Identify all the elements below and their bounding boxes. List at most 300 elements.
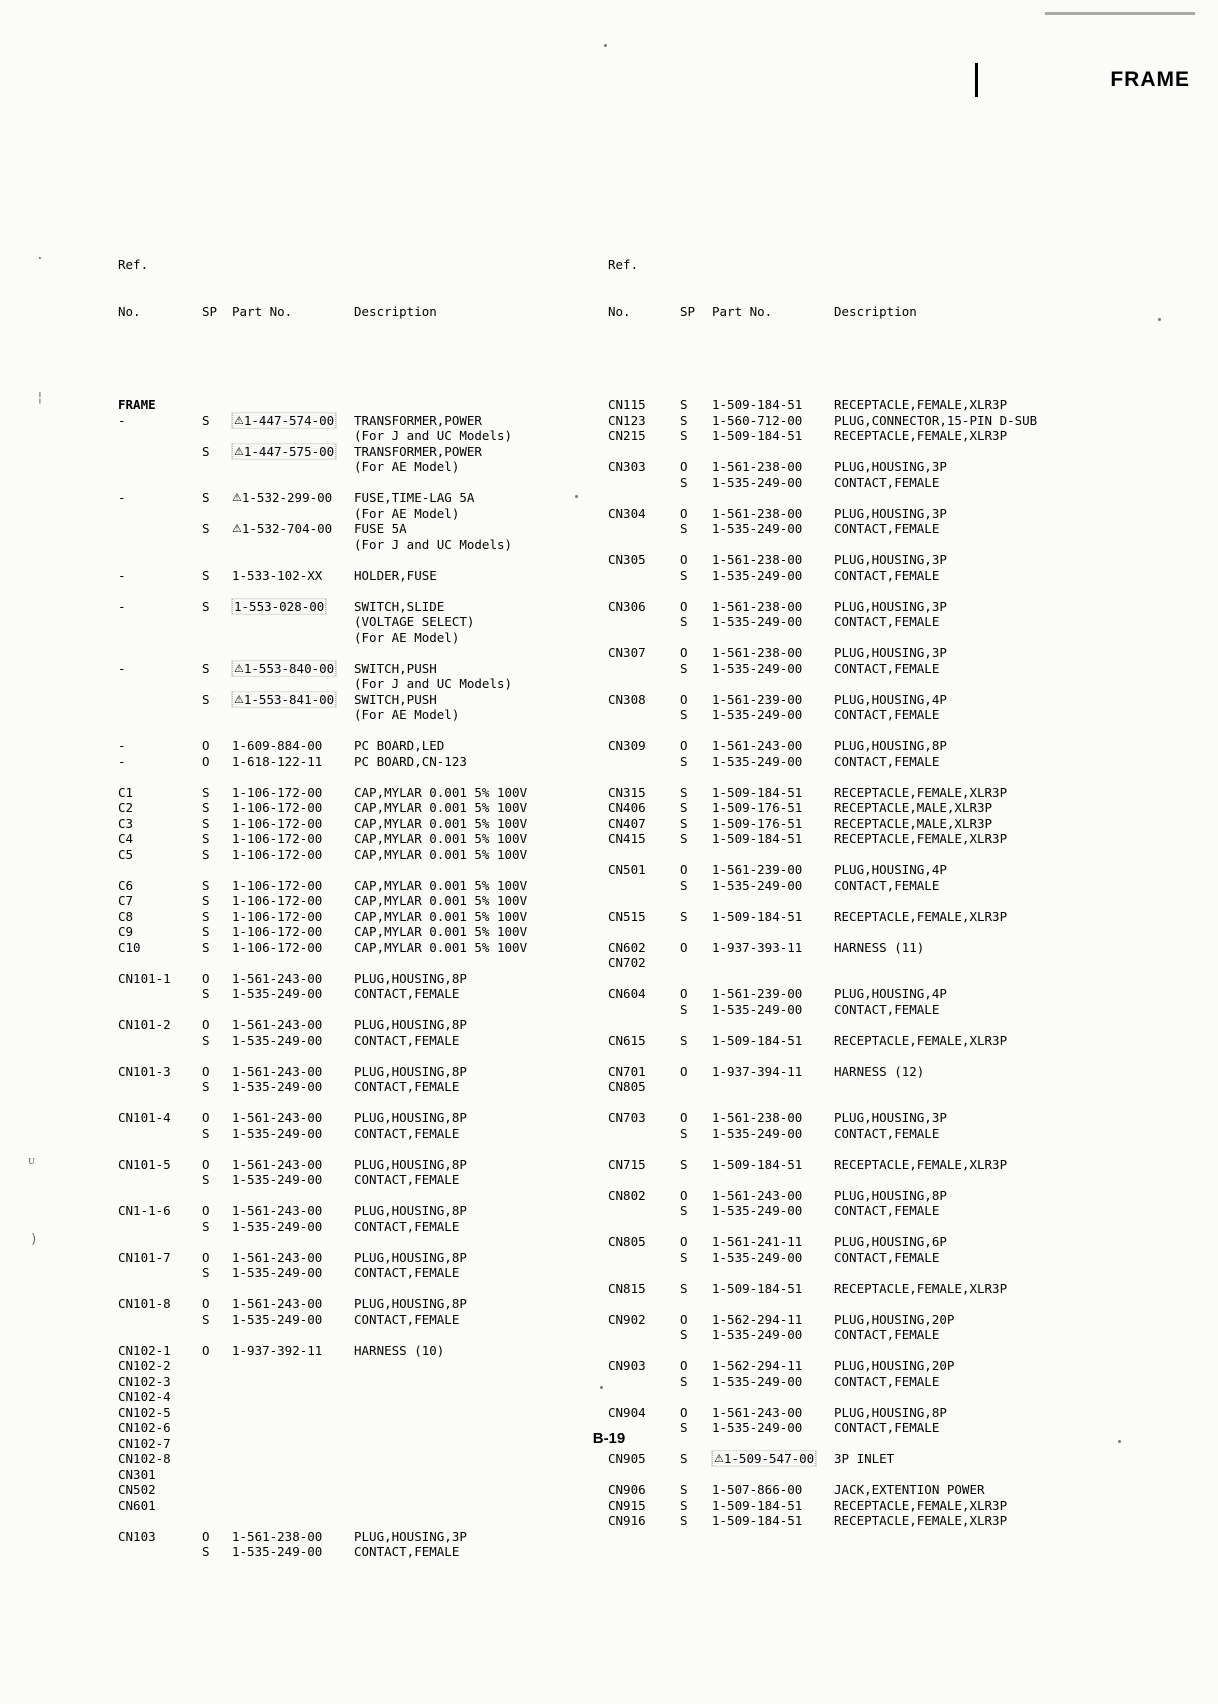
table-row bbox=[608, 413, 1037, 429]
cell-description: CONTACT,FEMALE bbox=[834, 474, 940, 490]
cell-description: CONTACT,FEMALE bbox=[354, 1125, 460, 1141]
cell-ref-no: CN515 bbox=[608, 908, 646, 924]
table-row bbox=[118, 1064, 527, 1080]
cell-ref-no: CN502 bbox=[118, 1482, 156, 1497]
cell-description: CONTACT,FEMALE bbox=[354, 1172, 460, 1187]
cell-sp: S bbox=[202, 877, 210, 893]
cell-sp: S bbox=[680, 567, 688, 583]
cell-part-no: 1-106-172-00 bbox=[232, 831, 323, 846]
cell-part-no: 1-509-184-51 bbox=[712, 1513, 803, 1528]
cell-description: TRANSFORMER,POWER bbox=[354, 412, 482, 428]
cell-sp: O bbox=[680, 552, 688, 567]
cell-sp: S bbox=[680, 1482, 688, 1497]
cell-part-no: 1-937-393-11 bbox=[712, 939, 803, 955]
cell-description: PLUG,HOUSING,8P bbox=[354, 1110, 467, 1125]
cell-description: PC BOARD,LED bbox=[354, 738, 445, 753]
cell-sp: S bbox=[680, 877, 688, 893]
cell-sp: S bbox=[202, 412, 210, 428]
table-row bbox=[608, 1126, 1037, 1142]
table-row bbox=[118, 1389, 527, 1405]
table-row bbox=[608, 645, 1037, 661]
cell-sp: O bbox=[680, 1234, 688, 1249]
cell-description: CONTACT,FEMALE bbox=[354, 1311, 460, 1327]
cell-description: HOLDER,FUSE bbox=[354, 567, 437, 583]
row-spacer bbox=[608, 1017, 1037, 1033]
cell-description: PLUG,HOUSING,8P bbox=[834, 1187, 947, 1203]
header-description: Description bbox=[834, 303, 917, 319]
cell-ref-no: CN904 bbox=[608, 1404, 646, 1420]
cell-description: PLUG,HOUSING,20P bbox=[834, 1358, 955, 1373]
cell-sp: O bbox=[680, 862, 688, 877]
table-row bbox=[118, 661, 527, 677]
table-row bbox=[608, 754, 1037, 770]
cell-description: RECEPTACLE,FEMALE,XLR3P bbox=[834, 1513, 1008, 1528]
cell-description: PLUG,HOUSING,8P bbox=[354, 1203, 467, 1218]
row-spacer bbox=[118, 862, 527, 878]
cell-description: SWITCH,PUSH bbox=[354, 660, 437, 676]
table-row bbox=[118, 909, 527, 925]
table-row bbox=[608, 1250, 1037, 1266]
table-row bbox=[118, 599, 527, 615]
cell-description: PLUG,HOUSING,8P bbox=[354, 1296, 467, 1311]
cell-sp: O bbox=[680, 1404, 688, 1420]
header-ref-line1: Ref. bbox=[608, 257, 639, 272]
table-row bbox=[608, 1203, 1037, 1219]
cell-description: PLUG,HOUSING,8P bbox=[834, 1404, 947, 1420]
cell-description: RECEPTACLE,FEMALE,XLR3P bbox=[834, 397, 1008, 412]
warning-triangle-icon: ⚠ bbox=[234, 413, 244, 427]
table-row bbox=[118, 1079, 527, 1095]
cell-ref-no: CN102-2 bbox=[118, 1358, 171, 1373]
cell-ref-no: CN815 bbox=[608, 1280, 646, 1296]
cell-part-no: 1-509-184-51 bbox=[712, 397, 803, 412]
cell-sp: S bbox=[202, 1311, 210, 1327]
cell-description: CONTACT,FEMALE bbox=[834, 1125, 940, 1141]
table-row bbox=[608, 1405, 1037, 1421]
cell-description: CONTACT,FEMALE bbox=[834, 1249, 940, 1265]
table-row bbox=[118, 831, 527, 847]
cell-description: HARNESS (11) bbox=[834, 939, 925, 955]
cell-part-no: 1-535-249-00 bbox=[712, 1249, 803, 1265]
cell-part-no: 1-535-249-00 bbox=[232, 1125, 323, 1141]
cell-sp: S bbox=[680, 1451, 688, 1466]
cell-description: CONTACT,FEMALE bbox=[834, 614, 940, 629]
table-row bbox=[118, 1343, 527, 1359]
cell-part-no bbox=[232, 444, 354, 461]
cell-sp: O bbox=[680, 598, 688, 614]
cell-description: PLUG,HOUSING,8P bbox=[354, 1156, 467, 1172]
cell-ref-no: CN715 bbox=[608, 1156, 646, 1172]
table-row bbox=[118, 1405, 527, 1421]
cell-sp: O bbox=[680, 986, 688, 1001]
part-no-text: 1-532-704-00 bbox=[241, 521, 333, 536]
cell-description: (For J and UC Models) bbox=[354, 428, 513, 443]
parts-table-left bbox=[118, 195, 527, 1591]
row-spacer bbox=[608, 1141, 1037, 1157]
cell-description: PLUG,HOUSING,8P bbox=[354, 970, 467, 986]
row-spacer bbox=[118, 475, 527, 491]
cell-part-no: 1-561-243-00 bbox=[712, 738, 803, 753]
row-spacer bbox=[608, 723, 1037, 739]
cell-part-no: 1-561-239-00 bbox=[712, 862, 803, 877]
scan-speck bbox=[575, 495, 578, 498]
part-no-text: 1-553-841-00 bbox=[243, 691, 335, 707]
cell-part-no: 1-535-249-00 bbox=[712, 1327, 803, 1342]
table-row bbox=[118, 1482, 527, 1498]
warning-triangle-icon: ⚠ bbox=[234, 444, 244, 458]
cell-description: CONTACT,FEMALE bbox=[354, 1265, 460, 1280]
row-spacer bbox=[608, 1296, 1037, 1312]
cell-ref-no: CN702 bbox=[608, 955, 646, 970]
part-no-text: 1-447-575-00 bbox=[243, 443, 335, 459]
cell-description: RECEPTACLE,FEMALE,XLR3P bbox=[834, 908, 1008, 924]
row-spacer bbox=[608, 583, 1037, 599]
cell-sp: O bbox=[202, 753, 210, 769]
cell-part-no: 1-535-249-00 bbox=[712, 877, 803, 893]
table-row bbox=[608, 909, 1037, 925]
cell-ref-no: - bbox=[118, 412, 126, 428]
table-row bbox=[118, 506, 527, 522]
table-row bbox=[118, 1265, 527, 1281]
cell-description: FUSE,TIME-LAG 5A bbox=[354, 490, 475, 505]
table-row bbox=[118, 1033, 527, 1049]
row-spacer bbox=[608, 630, 1037, 646]
warning-triangle-icon: ⚠ bbox=[232, 491, 242, 504]
cell-ref-no: CN303 bbox=[608, 459, 646, 474]
cell-sp: S bbox=[680, 831, 688, 846]
safety-part bbox=[232, 490, 332, 505]
warning-triangle-icon: ⚠ bbox=[234, 661, 244, 675]
row-spacer bbox=[118, 1095, 527, 1111]
cell-part-no: 1-106-172-00 bbox=[232, 877, 323, 893]
cell-part-no: 1-106-172-00 bbox=[232, 908, 323, 924]
table-row bbox=[118, 537, 527, 553]
cell-part-no: 1-561-241-11 bbox=[712, 1234, 803, 1249]
row-spacer bbox=[118, 1281, 527, 1297]
cell-description: (For AE Model) bbox=[354, 505, 460, 521]
cell-ref-no: CN102-5 bbox=[118, 1404, 171, 1420]
cell-sp: S bbox=[202, 1218, 210, 1234]
table-row bbox=[608, 1188, 1037, 1204]
cell-ref-no: CN101-3 bbox=[118, 1063, 171, 1079]
column-headers-right bbox=[608, 226, 1037, 350]
cell-sp: O bbox=[680, 459, 688, 474]
cell-ref-no: CN101-7 bbox=[118, 1249, 171, 1265]
cell-sp: O bbox=[680, 691, 688, 707]
cell-ref-no: CN415 bbox=[608, 831, 646, 846]
row-spacer bbox=[608, 1389, 1037, 1405]
cell-part-no: 1-937-392-11 bbox=[232, 1342, 323, 1358]
cell-sp: S bbox=[202, 1125, 210, 1141]
cell-ref-no: CN407 bbox=[608, 815, 646, 831]
cell-description: PLUG,HOUSING,4P bbox=[834, 862, 947, 877]
table-row bbox=[608, 692, 1037, 708]
cell-part-no: 1-507-866-00 bbox=[712, 1482, 803, 1497]
cell-ref-no: C7 bbox=[118, 893, 134, 908]
cell-part-no: 1-535-249-00 bbox=[232, 1311, 323, 1327]
cell-part-no: 1-509-184-51 bbox=[712, 1497, 803, 1513]
table-row bbox=[118, 707, 527, 723]
cell-ref-no: CN301 bbox=[118, 1466, 156, 1482]
table-row bbox=[118, 847, 527, 863]
row-spacer bbox=[608, 1265, 1037, 1281]
row-spacer bbox=[118, 1234, 527, 1250]
cell-description: RECEPTACLE,MALE,XLR3P bbox=[834, 815, 993, 831]
cell-ref-no: C6 bbox=[118, 877, 134, 893]
table-row bbox=[118, 1467, 527, 1483]
row-spacer bbox=[608, 537, 1037, 553]
row-spacer bbox=[608, 1095, 1037, 1111]
row-spacer bbox=[118, 1002, 527, 1018]
cell-sp: S bbox=[680, 1513, 688, 1528]
table-row bbox=[118, 1157, 527, 1173]
cell-ref-no: CN308 bbox=[608, 691, 646, 707]
table-row bbox=[118, 676, 527, 692]
row-spacer bbox=[608, 490, 1037, 506]
cell-part-no: 1-106-172-00 bbox=[232, 893, 323, 908]
table-row bbox=[608, 1064, 1037, 1080]
cell-sp: S bbox=[680, 428, 688, 443]
table-row bbox=[608, 940, 1037, 956]
cell-ref-no: - bbox=[118, 598, 126, 614]
cell-sp: O bbox=[680, 1110, 688, 1125]
cell-sp: S bbox=[680, 1156, 688, 1172]
cell-sp: S bbox=[680, 1373, 688, 1389]
table-row bbox=[118, 568, 527, 584]
cell-part-no: 1-535-249-00 bbox=[232, 986, 323, 1001]
row-spacer bbox=[118, 1188, 527, 1204]
cell-sp: S bbox=[202, 815, 210, 831]
cell-description: CONTACT,FEMALE bbox=[834, 1420, 940, 1435]
cell-sp: S bbox=[202, 567, 210, 583]
cell-ref-no: CN615 bbox=[608, 1032, 646, 1048]
cell-description: CAP,MYLAR 0.001 5% 100V bbox=[354, 831, 528, 846]
part-no-text: 1-553-840-00 bbox=[243, 660, 335, 676]
cell-sp: O bbox=[202, 1203, 210, 1218]
margin-mark: . bbox=[36, 248, 44, 263]
cell-part-no: 1-106-172-00 bbox=[232, 846, 323, 862]
table-row bbox=[118, 521, 527, 537]
cell-part-no: 1-560-712-00 bbox=[712, 412, 803, 428]
table-row bbox=[118, 1250, 527, 1266]
cell-part-no: 1-535-249-00 bbox=[712, 707, 803, 722]
table-row bbox=[118, 924, 527, 940]
cell-ref-no: CN307 bbox=[608, 645, 646, 660]
table-row bbox=[608, 506, 1037, 522]
cell-description: PLUG,HOUSING,3P bbox=[834, 552, 947, 567]
warning-triangle-icon: ⚠ bbox=[234, 692, 244, 706]
table-row bbox=[608, 475, 1037, 491]
cell-sp: S bbox=[202, 1265, 210, 1280]
part-no-text: 1-447-574-00 bbox=[243, 412, 335, 428]
cell-sp: S bbox=[680, 800, 688, 815]
cell-sp: O bbox=[202, 1249, 210, 1265]
cell-ref-no: CN805 bbox=[608, 1234, 646, 1249]
row-spacer bbox=[608, 893, 1037, 909]
table-row bbox=[608, 1157, 1037, 1173]
cell-part-no: 1-535-249-00 bbox=[712, 753, 803, 769]
cell-description: PLUG,HOUSING,8P bbox=[354, 1017, 467, 1032]
cell-ref-no: CN916 bbox=[608, 1513, 646, 1528]
cell-ref-no: CN309 bbox=[608, 738, 646, 753]
cell-ref-no: CN102-3 bbox=[118, 1373, 171, 1389]
cell-sp: O bbox=[680, 1358, 688, 1373]
cell-part-no: 1-535-249-00 bbox=[232, 1265, 323, 1280]
header-ref-line1: Ref. bbox=[118, 257, 149, 272]
table-row bbox=[608, 707, 1037, 723]
cell-ref-no: CN103 bbox=[118, 1528, 156, 1544]
table-row bbox=[118, 630, 527, 646]
cell-ref-no: CN903 bbox=[608, 1358, 646, 1373]
table-row bbox=[608, 568, 1037, 584]
cell-part-no: 1-535-249-00 bbox=[712, 614, 803, 629]
table-row bbox=[118, 1203, 527, 1219]
safety-part-inner bbox=[232, 490, 332, 505]
table-row bbox=[118, 459, 527, 475]
table-row bbox=[118, 1296, 527, 1312]
cell-description: CAP,MYLAR 0.001 5% 100V bbox=[354, 908, 528, 924]
cell-description: JACK,EXTENTION POWER bbox=[834, 1482, 985, 1497]
row-spacer bbox=[608, 1467, 1037, 1483]
cell-description: CONTACT,FEMALE bbox=[354, 1079, 460, 1094]
cell-ref-no: CN101-4 bbox=[118, 1110, 171, 1125]
cell-ref-no: CN101-1 bbox=[118, 970, 171, 986]
cell-ref-no: C1 bbox=[118, 784, 134, 800]
cell-part-no: 1-535-249-00 bbox=[712, 1420, 803, 1435]
cell-part-no: 1-106-172-00 bbox=[232, 784, 323, 800]
table-row bbox=[608, 1327, 1037, 1343]
table-row bbox=[608, 738, 1037, 754]
table-row bbox=[608, 986, 1037, 1002]
cell-sp: S bbox=[680, 1203, 688, 1218]
cell-description: PLUG,HOUSING,3P bbox=[834, 505, 947, 521]
cell-part-no: 1-535-249-00 bbox=[232, 1032, 323, 1048]
cell-description: CONTACT,FEMALE bbox=[834, 1373, 940, 1389]
cell-description: RECEPTACLE,FEMALE,XLR3P bbox=[834, 1032, 1008, 1048]
cell-description: CAP,MYLAR 0.001 5% 100V bbox=[354, 893, 528, 908]
cell-sp: S bbox=[680, 412, 688, 428]
table-row bbox=[118, 397, 527, 413]
cell-ref-no: CN102-1 bbox=[118, 1342, 171, 1358]
cell-ref-no: CN406 bbox=[608, 800, 646, 815]
cell-part-no: 1-561-243-00 bbox=[232, 1249, 323, 1265]
cell-description: PLUG,HOUSING,3P bbox=[834, 645, 947, 660]
table-row bbox=[118, 490, 527, 506]
cell-description: PLUG,HOUSING,6P bbox=[834, 1234, 947, 1249]
cell-sp: S bbox=[202, 908, 210, 924]
cell-ref-no: CN115 bbox=[608, 397, 646, 412]
cell-ref-no: CN102-7 bbox=[118, 1435, 171, 1451]
cell-part-no: 1-509-184-51 bbox=[712, 1156, 803, 1172]
row-spacer bbox=[118, 583, 527, 599]
cell-sp: S bbox=[202, 784, 210, 800]
cell-sp: O bbox=[680, 1063, 688, 1079]
cell-part-no: 1-535-249-00 bbox=[712, 1203, 803, 1218]
cell-ref-no: CN805 bbox=[608, 1079, 646, 1094]
safety-part-shading bbox=[232, 692, 336, 707]
cell-ref-no: FRAME bbox=[118, 397, 156, 412]
table-row bbox=[118, 614, 527, 630]
cell-description: FUSE 5A bbox=[354, 521, 407, 536]
table-row bbox=[608, 1079, 1037, 1095]
header-sp: SP bbox=[680, 303, 696, 319]
margin-mark: ᴜ bbox=[28, 1153, 35, 1168]
cell-part-no: 1-106-172-00 bbox=[232, 815, 323, 831]
cell-description: 3P INLET bbox=[834, 1451, 895, 1466]
cell-description: (For J and UC Models) bbox=[354, 536, 513, 552]
cell-ref-no: CN902 bbox=[608, 1311, 646, 1327]
cell-description: (For AE Model) bbox=[354, 629, 460, 645]
cell-part-no: 1-509-184-51 bbox=[712, 784, 803, 800]
cell-ref-no: CN101-5 bbox=[118, 1156, 171, 1172]
cell-part-no: 1-535-249-00 bbox=[712, 1001, 803, 1017]
cell-sp: S bbox=[680, 1327, 688, 1342]
scan-speck bbox=[1158, 318, 1161, 321]
cell-part-no: 1-509-184-51 bbox=[712, 831, 803, 846]
cell-part-no: 1-535-249-00 bbox=[712, 474, 803, 490]
page-title: FRAME bbox=[1110, 68, 1190, 91]
cell-ref-no: - bbox=[118, 567, 126, 583]
cell-part-no bbox=[232, 490, 354, 507]
table-row bbox=[118, 800, 527, 816]
cell-description: RECEPTACLE,FEMALE,XLR3P bbox=[834, 428, 1008, 443]
table-row bbox=[608, 1110, 1037, 1126]
table-row bbox=[118, 692, 527, 708]
cell-description: CONTACT,FEMALE bbox=[834, 660, 940, 676]
cell-sp: S bbox=[680, 908, 688, 924]
cell-sp: S bbox=[680, 1125, 688, 1141]
cell-sp: S bbox=[680, 614, 688, 629]
cell-part-no: 1-535-249-00 bbox=[232, 1544, 323, 1559]
cell-part-no: 1-561-238-00 bbox=[712, 598, 803, 614]
header-ref-line2: No. bbox=[118, 303, 141, 319]
cell-description: PLUG,CONNECTOR,15-PIN D-SUB bbox=[834, 412, 1038, 428]
table-row bbox=[608, 521, 1037, 537]
cell-sp: S bbox=[680, 1249, 688, 1265]
table-row bbox=[118, 1498, 527, 1514]
cell-part-no: 1-618-122-11 bbox=[232, 753, 323, 769]
table-row bbox=[608, 1033, 1037, 1049]
safety-part-inner bbox=[233, 599, 325, 614]
cell-sp: S bbox=[680, 753, 688, 769]
row-spacer bbox=[608, 971, 1037, 987]
cell-part-no bbox=[232, 413, 354, 430]
cell-description: CONTACT,FEMALE bbox=[834, 707, 940, 722]
cell-description: CONTACT,FEMALE bbox=[834, 877, 940, 893]
cell-ref-no: CN102-6 bbox=[118, 1420, 171, 1435]
cell-ref-no: CN101-2 bbox=[118, 1017, 171, 1032]
margin-mark: ) bbox=[30, 1232, 38, 1247]
section-title-bar bbox=[975, 63, 978, 97]
table-row bbox=[118, 1529, 527, 1545]
table-row bbox=[118, 428, 527, 444]
cell-sp: S bbox=[680, 815, 688, 831]
table-row bbox=[608, 800, 1037, 816]
table-row bbox=[608, 428, 1037, 444]
row-spacer bbox=[118, 645, 527, 661]
cell-part-no: 1-561-239-00 bbox=[712, 691, 803, 707]
cell-description: PLUG,HOUSING,3P bbox=[834, 598, 947, 614]
cell-part-no: 1-509-184-51 bbox=[712, 428, 803, 443]
table-row bbox=[608, 1002, 1037, 1018]
cell-ref-no: CN102-4 bbox=[118, 1389, 171, 1404]
cell-description: PLUG,HOUSING,3P bbox=[834, 459, 947, 474]
table-row bbox=[118, 1544, 527, 1560]
cell-description: HARNESS (10) bbox=[354, 1342, 445, 1358]
column-headers-left bbox=[118, 226, 527, 350]
row-spacer bbox=[118, 769, 527, 785]
cell-sp: S bbox=[202, 846, 210, 862]
